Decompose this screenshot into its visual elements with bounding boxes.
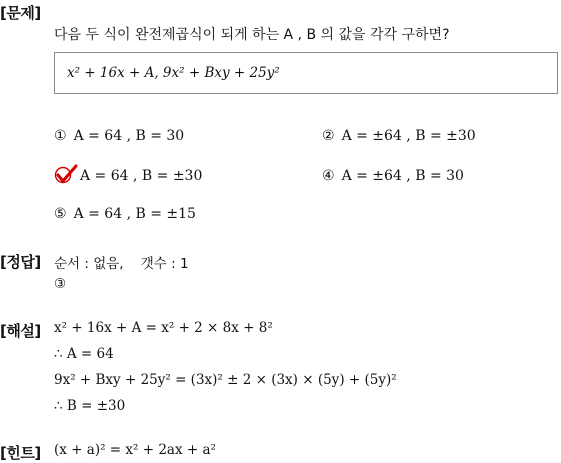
answer-label: [정답]: [0, 253, 41, 271]
choice-5[interactable]: [54, 206, 196, 222]
red-check-mark-icon: [54, 163, 76, 185]
choice-text: A = 64 , B = ±15: [73, 206, 196, 222]
explanation-line: ∴ B = ±30: [54, 398, 126, 414]
choice-text: A = 64 , B = 30: [73, 128, 185, 144]
choice-4[interactable]: [322, 168, 464, 184]
problem-question: 다음 두 식이 완전제곱식이 되게 하는 A , B 의 값을 각각 구하면?: [54, 27, 450, 43]
choice-text: A = ±64 , B = ±30: [341, 128, 476, 144]
expression-box: [54, 52, 558, 94]
answer-choice: ③: [54, 276, 67, 292]
choice-number: ⑤: [54, 206, 67, 222]
explanation-label: [해설]: [0, 322, 41, 340]
choice-1[interactable]: [54, 128, 184, 144]
answer-order-count: 순서 : 없음, 갯수 : 1: [54, 256, 189, 272]
problem-label: [문제]: [0, 4, 41, 22]
choice-number: ①: [54, 128, 67, 144]
explanation-line: ∴ A = 64: [54, 346, 114, 362]
choice-2[interactable]: [322, 128, 476, 144]
explanation-line: 9x² + Bxy + 25y² = (3x)² ± 2 × (3x) × (5y) + (5y)²: [54, 372, 397, 388]
choice-number: ②: [322, 128, 335, 144]
choice-number: ④: [322, 168, 335, 184]
hint-text: (x + a)² = x² + 2ax + a²: [54, 442, 216, 458]
choice-text: A = ±64 , B = 30: [341, 168, 464, 184]
explanation-line: x² + 16x + A = x² + 2 × 8x + 8²: [54, 320, 273, 336]
choice-text: A = 64 , B = ±30: [80, 168, 203, 184]
problem-expression: x² + 16x + A, 9x² + Bxy + 25y²: [67, 65, 280, 81]
hint-label: [힌트]: [0, 444, 41, 462]
choice-3[interactable]: [80, 168, 202, 184]
